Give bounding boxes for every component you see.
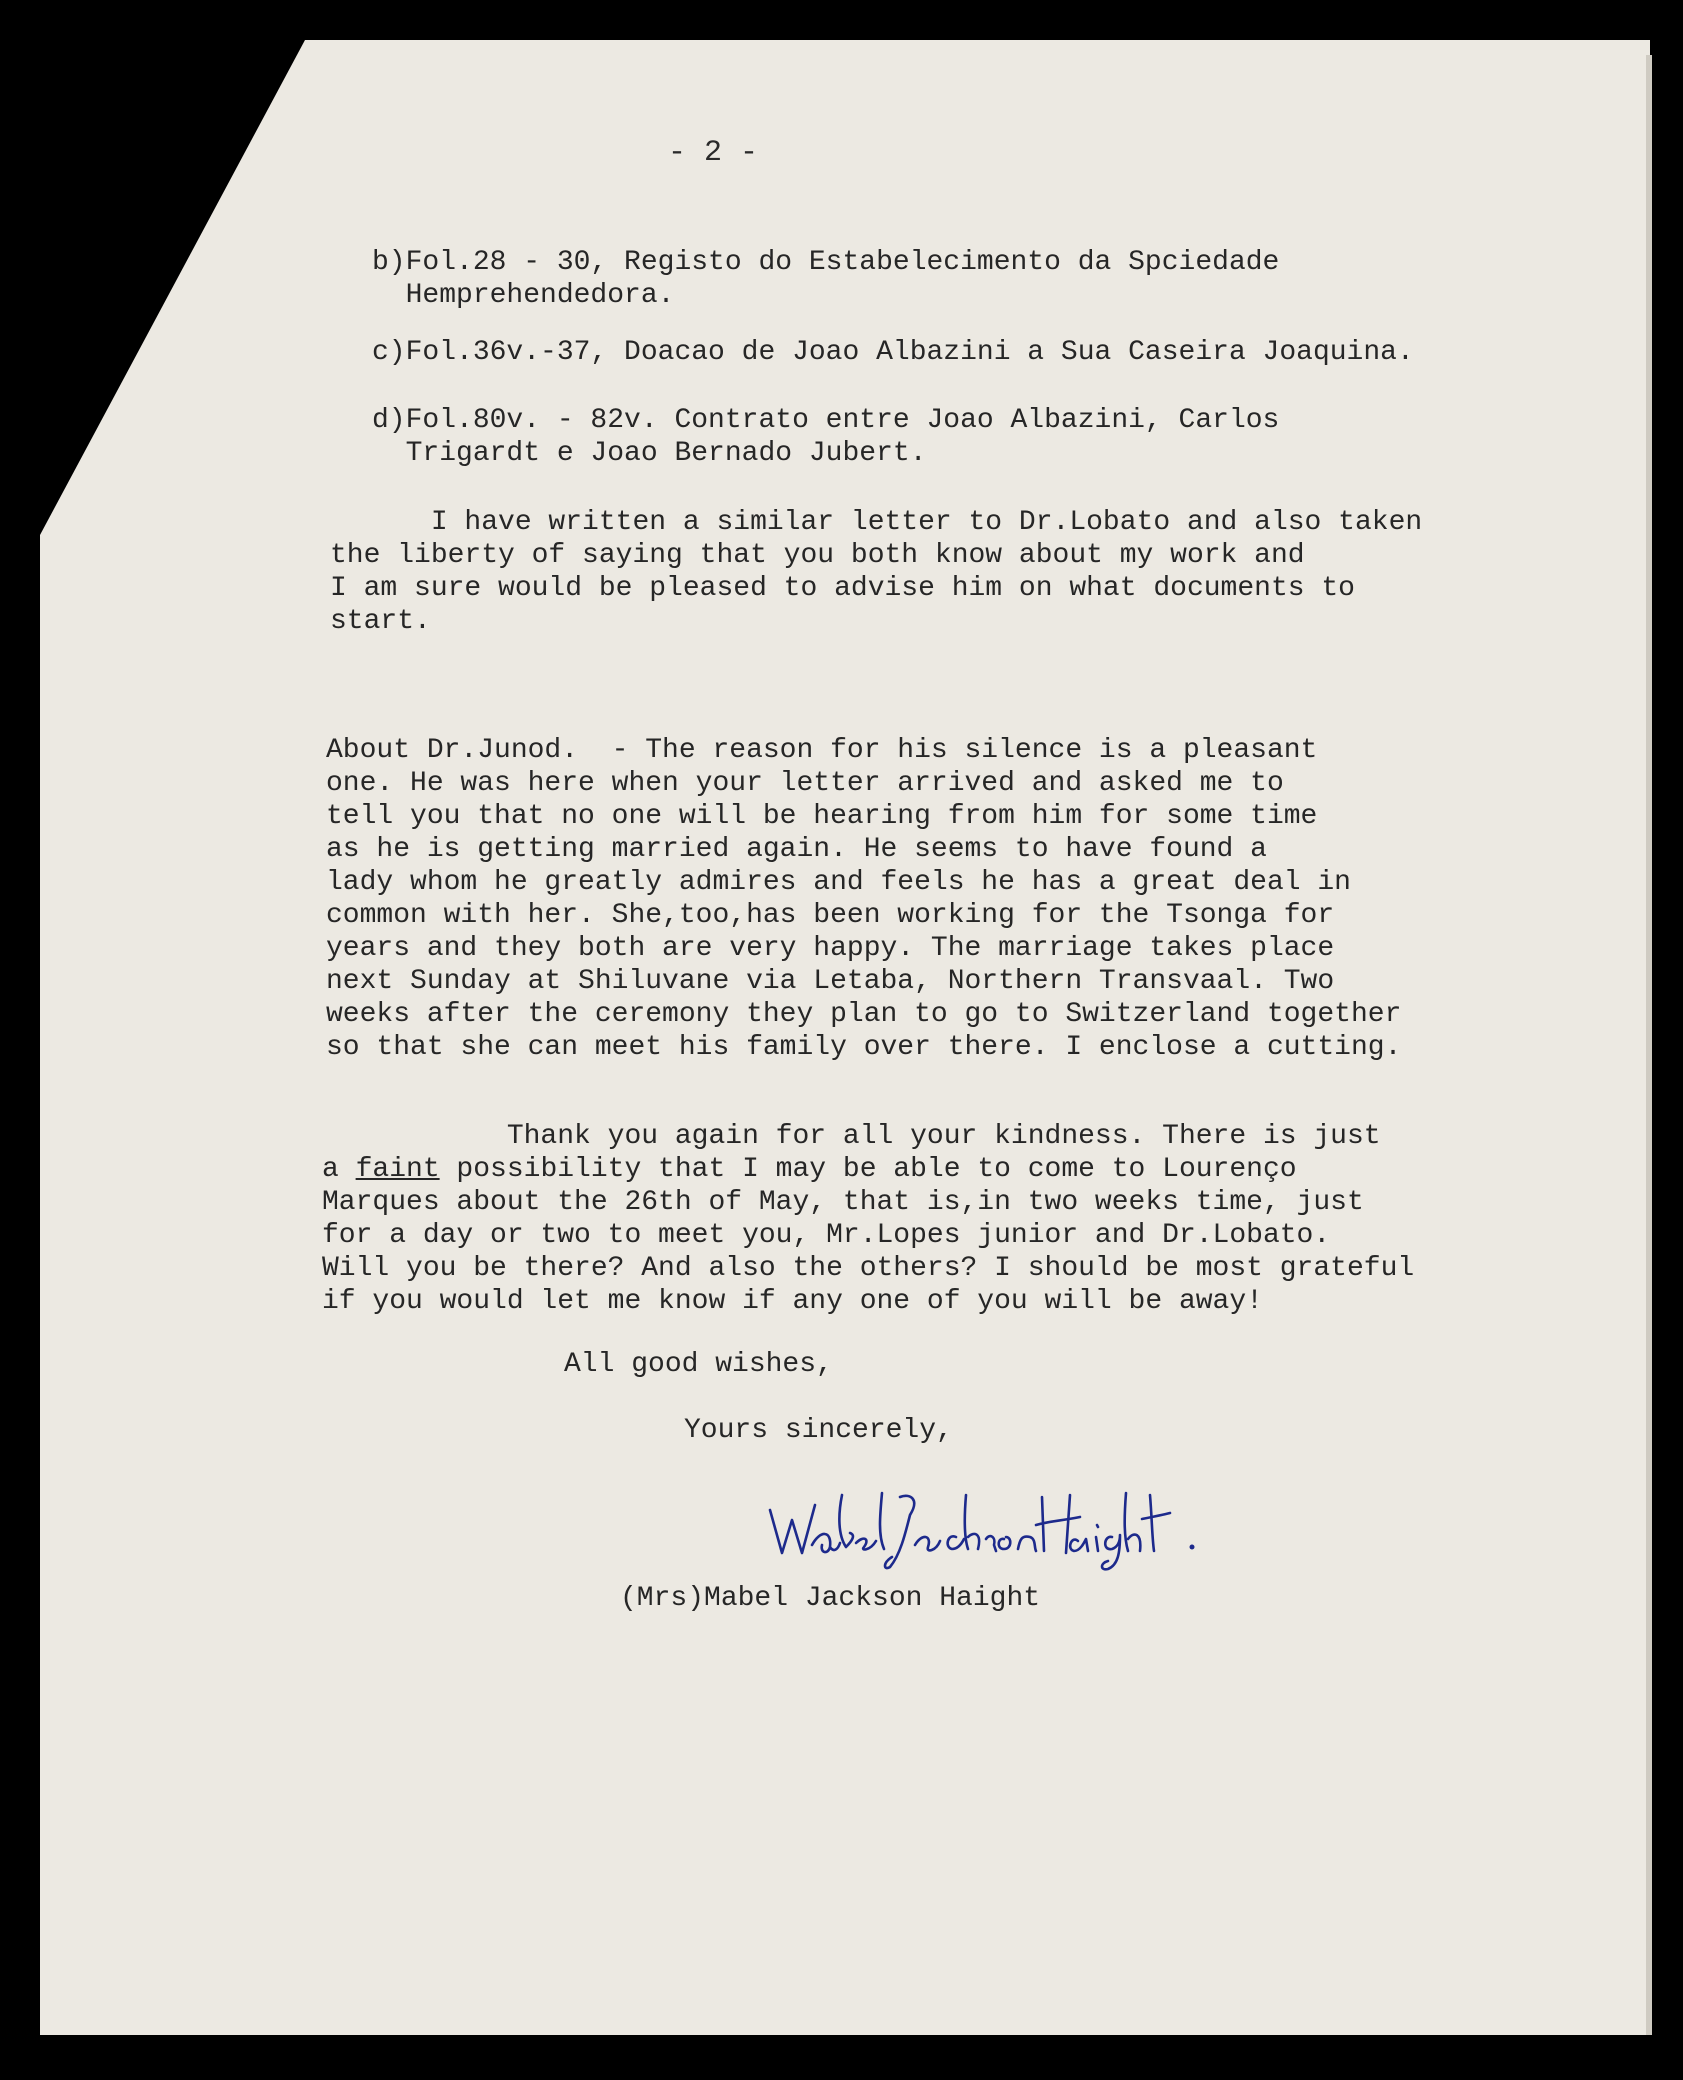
paragraph-3-line-2-start: a bbox=[322, 1154, 356, 1185]
reference-b-line-2: Hemprehendedora. bbox=[372, 280, 675, 311]
paragraph-2-line-6: common with her. She,too,has been working for the Tsonga for bbox=[326, 900, 1335, 931]
handwritten-signature bbox=[760, 1475, 1200, 1575]
signatory-name: (Mrs)Mabel Jackson Haight bbox=[620, 1583, 1041, 1614]
page-number: - 2 - bbox=[668, 136, 759, 170]
paragraph-2-line-8: next Sunday at Shiluvane via Letaba, Northern Transvaal. Two bbox=[326, 966, 1335, 997]
paragraph-2-line-9: weeks after the ceremony they plan to go to Switzerland together bbox=[326, 999, 1402, 1030]
paragraph-3-line-3: Marques about the 26th of May, that is,in two weeks time, just bbox=[322, 1187, 1364, 1218]
paragraph-2-line-3: tell you that no one will be hearing from him for some time bbox=[326, 801, 1318, 832]
paragraph-1-line-2: the liberty of saying that you both know about my work and bbox=[330, 540, 1305, 571]
paragraph-2-line-5: lady whom he greatly admires and feels he has a great deal in bbox=[326, 867, 1351, 898]
reference-b-line-1: b)Fol.28 - 30, Registo do Estabelecimento da Spciedade bbox=[372, 247, 1280, 278]
reference-d-line-1: d)Fol.80v. - 82v. Contrato entre Joao Albazini, Carlos bbox=[372, 405, 1280, 436]
signature-dot bbox=[1190, 1545, 1195, 1550]
paper-edge bbox=[1646, 55, 1652, 2035]
paragraph-3-line-2 bbox=[322, 1153, 1297, 1186]
closing-wishes: All good wishes, bbox=[564, 1349, 833, 1380]
paragraph-3-line-6: if you would let me know if any one of you will be away! bbox=[322, 1286, 1263, 1317]
paragraph-3-line-2-end: possibility that I may be able to come to Lourenço bbox=[439, 1154, 1297, 1185]
paragraph-1-line-1: I have written a similar letter to Dr.Lobato and also taken bbox=[330, 507, 1423, 538]
paragraph-3-line-1: Thank you again for all your kindness. There is just bbox=[322, 1121, 1381, 1152]
paragraph-2-line-4: as he is getting married again. He seems to have found a bbox=[326, 834, 1267, 865]
underlined-word-faint: faint bbox=[355, 1154, 440, 1185]
paragraph-1-line-3: I am sure would be pleased to advise him on what documents to bbox=[330, 573, 1355, 604]
paragraph-3-line-5: Will you be there? And also the others? I should be most grateful bbox=[322, 1253, 1415, 1284]
paragraph-1-line-4: start. bbox=[330, 606, 431, 637]
paragraph-2-line-7: years and they both are very happy. The marriage takes place bbox=[326, 933, 1335, 964]
closing-yours: Yours sincerely, bbox=[684, 1415, 953, 1446]
paragraph-2-line-2: one. He was here when your letter arrived and asked me to bbox=[326, 768, 1284, 799]
paragraph-3-line-4: for a day or two to meet you, Mr.Lopes junior and Dr.Lobato. bbox=[322, 1220, 1331, 1251]
paragraph-2-line-1: About Dr.Junod. - The reason for his silence is a pleasant bbox=[326, 735, 1318, 766]
reference-d-line-2: Trigardt e Joao Bernado Jubert. bbox=[372, 438, 927, 469]
reference-c-line-1: c)Fol.36v.-37, Doacao de Joao Albazini a Sua Caseira Joaquina. bbox=[372, 337, 1414, 368]
paragraph-2-line-10: so that she can meet his family over there. I enclose a cutting. bbox=[326, 1032, 1402, 1063]
